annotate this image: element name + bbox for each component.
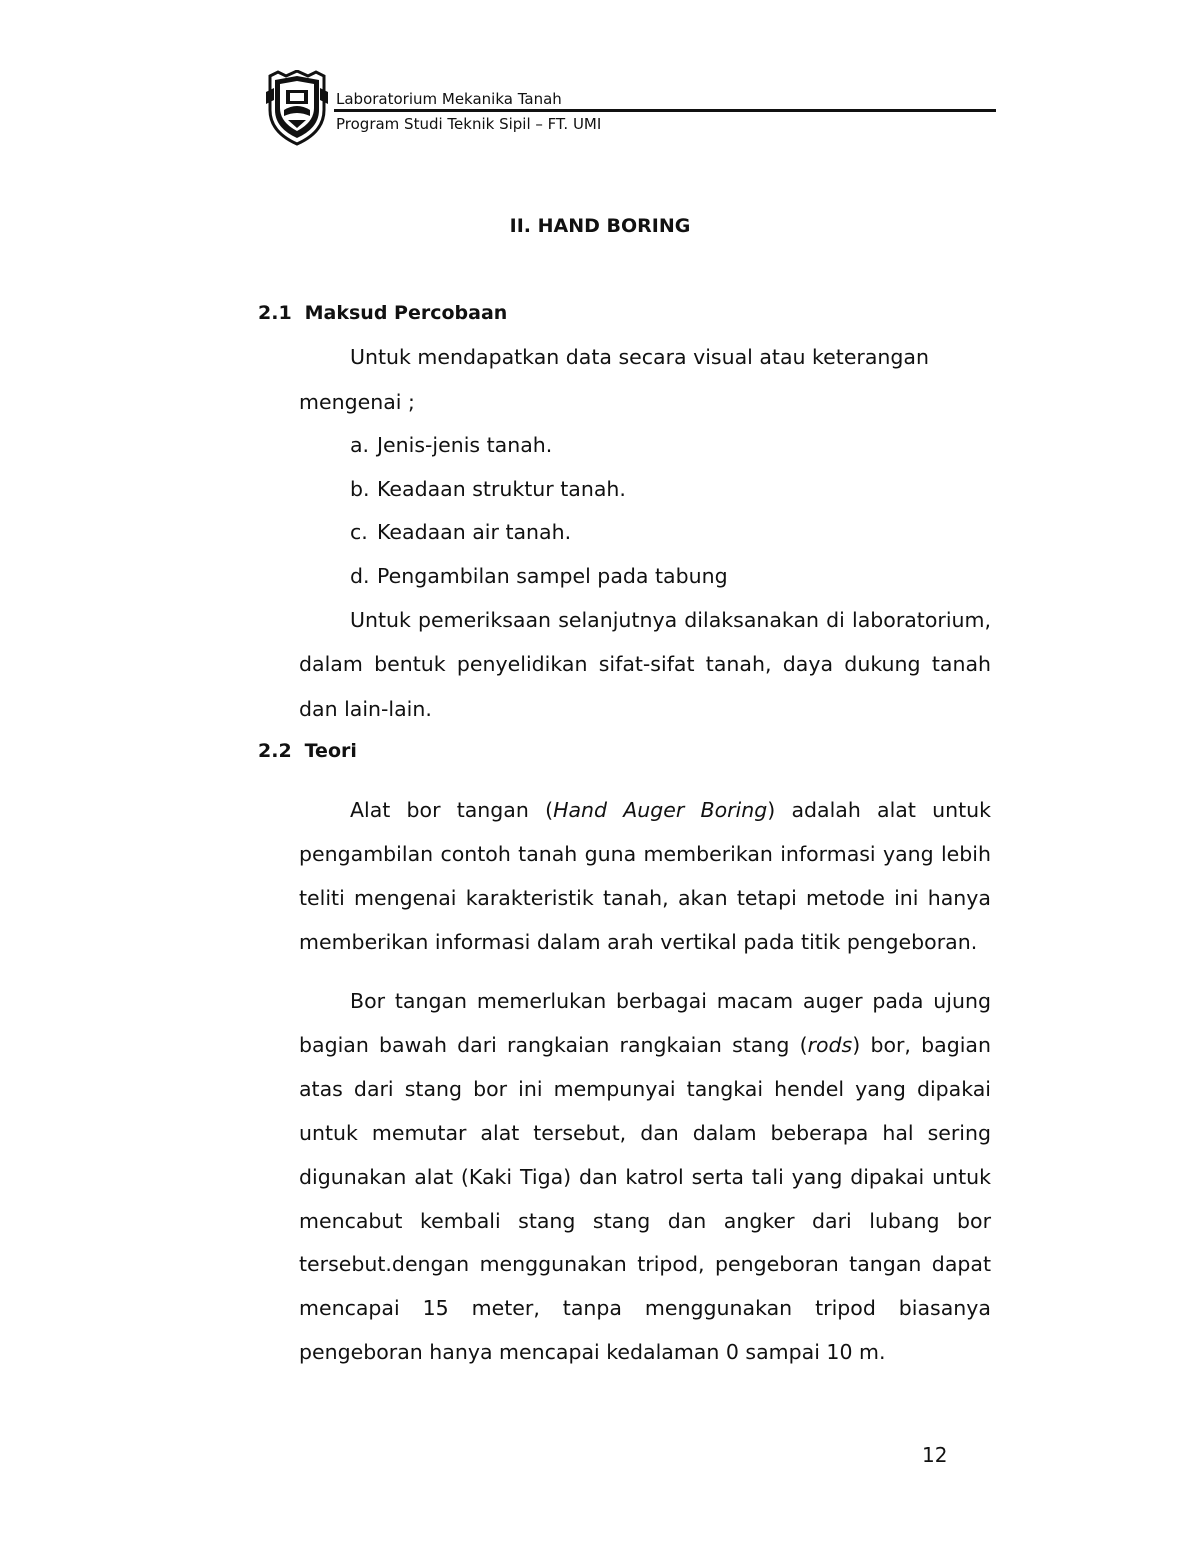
- paragraph-line: untuk memutar alat tersebut, dan dalam beberapa hal sering: [299, 1121, 991, 1145]
- paragraph-line: mencapai 15 meter, tanpa menggunakan tripod biasanya: [299, 1296, 991, 1320]
- italic-term: rods: [807, 1033, 853, 1057]
- paragraph-line: atas dari stang bor ini mempunyai tangkai hendel yang dipakai: [299, 1077, 991, 1101]
- section-number: 2.1: [258, 302, 292, 324]
- header-rule: [334, 109, 996, 112]
- paragraph-line: memberikan informasi dalam arah vertikal pada titik pengeboran.: [299, 930, 978, 954]
- paragraph-line: pengeboran hanya mencapai kedalaman 0 sampai 10 m.: [299, 1340, 886, 1364]
- list-marker: c.: [350, 520, 368, 544]
- list-item: [350, 563, 728, 589]
- chapter-title: II. HAND BORING: [509, 215, 691, 237]
- paragraph-line: [299, 1032, 991, 1058]
- paragraph-line: teliti mengenai karakteristik tanah, akan tetapi metode ini hanya: [299, 886, 991, 910]
- list-marker: a.: [350, 433, 370, 457]
- section-heading-teori: [258, 740, 357, 762]
- paragraph-line: mengenai ;: [299, 390, 415, 414]
- paragraph-line: dalam bentuk penyelidikan sifat-sifat tanah, daya dukung tanah: [299, 652, 991, 676]
- header-text-2: [336, 113, 601, 135]
- paragraph-line: mencabut kembali stang stang dan angker dari lubang bor: [299, 1209, 991, 1233]
- paragraph-line: dan lain-lain.: [299, 697, 432, 721]
- section-number: 2.2: [258, 740, 292, 762]
- list-marker: b.: [350, 477, 370, 501]
- paragraph-line: digunakan alat (Kaki Tiga) dan katrol serta tali yang dipakai untuk: [299, 1165, 991, 1189]
- paragraph-line: pengambilan contoh tanah guna memberikan informasi yang lebih: [299, 842, 991, 866]
- paragraph-line: Untuk pemeriksaan selanjutnya dilaksanakan di laboratorium,: [350, 608, 991, 632]
- program-name: Program Studi Teknik Sipil – FT. UMI: [336, 115, 602, 133]
- list-item: [350, 476, 626, 502]
- list-text: Keadaan air tanah.: [377, 520, 572, 544]
- section-heading-maksud: [258, 302, 507, 324]
- list-text: Jenis-jenis tanah.: [377, 433, 553, 457]
- text-run: ) bor, bagian: [852, 1033, 991, 1057]
- list-item: [350, 432, 552, 458]
- list-marker: d.: [350, 564, 370, 588]
- paragraph-line: Bor tangan memerlukan berbagai macam auger pada ujung: [350, 989, 991, 1013]
- paragraph-line: tersebut.dengan menggunakan tripod, pengeboran tangan dapat: [299, 1252, 991, 1276]
- text-run: ) adalah alat untuk: [767, 798, 991, 822]
- list-text: Pengambilan sampel pada tabung: [377, 564, 728, 588]
- list-item: [350, 519, 571, 545]
- section-title: Teori: [304, 740, 357, 762]
- text-run: bagian bawah dari rangkaian rangkaian stang (: [299, 1033, 808, 1057]
- lab-name: Laboratorium Mekanika Tanah: [336, 90, 562, 108]
- paragraph-line: Untuk mendapatkan data secara visual atau keterangan: [350, 345, 929, 369]
- text-run: Alat bor tangan (: [350, 798, 554, 822]
- page-number: 12: [922, 1443, 948, 1467]
- university-crest-logo: [266, 70, 328, 146]
- header-text: [336, 88, 562, 110]
- paragraph-line: [350, 797, 991, 823]
- section-title: Maksud Percobaan: [304, 302, 508, 324]
- list-text: Keadaan struktur tanah.: [377, 477, 626, 501]
- italic-term: Hand Auger Boring: [553, 798, 768, 822]
